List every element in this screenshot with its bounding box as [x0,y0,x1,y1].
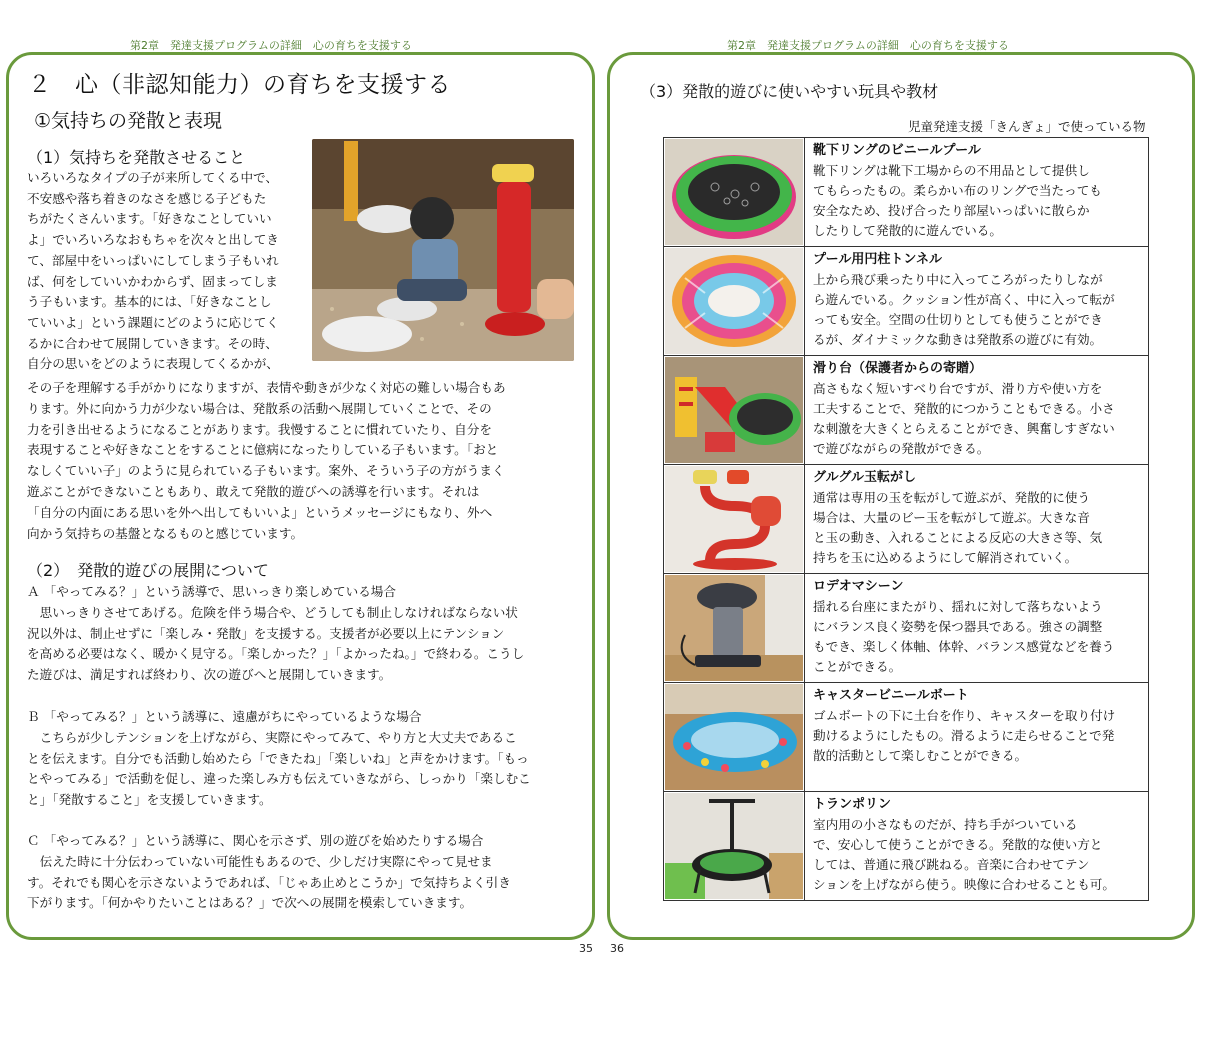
caster-boat-photo [665,684,803,790]
pool-tunnel-photo [665,248,803,354]
item-image-cell [664,574,805,683]
item-title: トランポリン [813,797,892,812]
page-title: ２ 心（非認知能力）の育ちを支援する [28,72,451,98]
table-row [664,574,1149,683]
table-row [664,792,1149,901]
section1-body-wide: その子を理解する手がかりになりますが、表情や動きが少なく対応の難しい場合もあ ります。外に向かう力が少ない場合は、発散系の活動へ展開していくことで、その 力を引き出せるようになることがあります。我慢することに慣れていたり、自分を 表現することや好きなことをすることに億病になったりしている子もいます。「おと なしくていい子」のように見られている子もいます。案外、そういう子の方がうまく 遊ぶことができないこともあり、敢えて発散的遊びへの誘導を行います。それは 「自分の内面にある思いを外へ出してもいいよ」というメッセージにもなり、外へ 向かう気持ちの基盤となるものと感じています。 [27,380,506,541]
table-row [664,356,1149,465]
right-running-header: 第2章 発達支援プログラムの詳細 心の育ちを支援する [727,39,1009,52]
item-text-cell [805,792,1149,901]
left-running-header: 第2章 発達支援プログラムの詳細 心の育ちを支援する [130,39,412,52]
item-title: キャスタービニールボート [813,688,969,703]
table-row [664,247,1149,356]
case-b-text: Ｂ 「やってみる？」という誘導に、遠慮がちにやっているような場合 こちらが少しテンションを上げながら、実際にやってみて、やり方と大丈夫であるこ とを伝えます。自分でも活動し始めたら「できたね」「楽しいね」と声をかけます。「もっ とやってみる」で活動を促し、違った楽しみ方も伝えていきながら、しっかり「楽しむこ と」「発散すること」を支援していきます。 [27,709,531,808]
page-subtitle: ①気持ちの発散と表現 [34,110,223,132]
sock-ring-pool-photo [665,139,803,245]
item-image-cell [664,465,805,574]
section1-body-narrow: いろいろなタイプの子が来所してくる中で、 不安感や落ち着きのなさを感じる子どもた ちがたくさんいます。「好きなことしていい よ」でいろいろなおもちゃを次々と出してき て、部屋中をいっぱいにしてしまう子もいれ ば、何をしていいかわからず、固まってしま う子もいます。基本的には、「好きなことし ていいよ」という課題にどのように応じてく るかに合わせて展開していきます。その時、 自分の思いをどのように表現してくるかが、 [27,170,279,372]
item-image-cell [664,138,805,247]
left-page-number: 35 [579,942,593,955]
table-row [664,683,1149,792]
item-title: ロデオマシーン [813,579,904,594]
toys-heading: （3）発散的遊びに使いやすい玩具や教材 [640,82,939,101]
item-description: ゴムボートの下に土台を作り、キャスターを取り付け 動けるようにしたもの。滑るように走らせることで発 散的活動として楽しむことができる。 [813,708,1116,763]
case-a-text: Ａ 「やってみる？」という誘導で、思いっきり楽しめている場合 思いっきりさせてあげる。危険を伴う場合や、どうしても制止しなければならない状 況以外は、制止せずに「楽しみ・発散」を支援する。支援者が必要以上にテンション を高める必要はなく、暖かく見守る。「楽しかった？」「よかったね。」で終わる。こうし た遊びは、満足すれば終わり、次の遊びへと展開していきます。 [27,584,525,683]
item-image-cell [664,683,805,792]
item-description: 通常は専用の玉を転がして遊ぶが、発散的に使う 場合は、大量のビー玉を転がして遊ぶ。大きな音 と玉の動き、入れることによる反応の大きさ等、気 持ちを玉に込めるようにして解消されていく。 [813,490,1103,565]
section1-heading: （1）気持ちを発散させること [27,148,246,167]
item-description: 靴下リングは靴下工場からの不用品として提供し てもらったもの。柔らかい布のリングで当たっても 安全なため、投げ合ったり部屋いっぱいに散らか したりして発散的に遊んでいる。 [813,163,1102,238]
item-image-cell [664,247,805,356]
child-playing-photo [312,139,574,361]
item-description: 室内用の小さなものだが、持ち手がついている で、安心して使うことができる。発散的な使い方と しては、普通に飛び跳ねる。音楽に合わせてテン ションを上げながら使う。映像に合わせることも可。 [813,817,1115,892]
item-image-cell [664,792,805,901]
right-page-number: 36 [610,942,624,955]
item-title: 靴下リングのビニールプール [813,143,981,158]
item-title: 滑り台（保護者からの寄贈） [813,361,983,376]
item-description: 高さもなく短いすべり台ですが、滑り方や使い方を 工夫することで、発散的につかうこともできる。小さ な刺激を大きくとらえることができ、興奮しすぎない で遊びながらの発散ができる。 [813,381,1115,456]
table-caption: 児童発達支援「きんぎょ」で使っている物 [908,119,1146,134]
item-title: プール用円柱トンネル [813,252,942,267]
item-text-cell [805,138,1149,247]
item-description: 上から飛び乗ったり中に入ってころがったりしなが ら遊んでいる。クッション性が高く、中に入って転が っても安全。空間の仕切りとしても使うことができ るが、ダイナミックな動きは発散系の遊びに有効。 [813,272,1115,347]
item-text-cell [805,574,1149,683]
trampoline-photo [665,793,803,899]
table-row [664,465,1149,574]
marble-run-photo [665,466,803,572]
toys-table [663,137,1149,901]
item-description: 揺れる台座にまたがり、揺れに対して落ちないよう にバランス良く姿勢を保つ器具である。強さの調整 もでき、楽しく体軸、体幹、バランス感覚などを養う ことができる。 [813,599,1115,674]
section2-heading: （2） 発散的遊びの展開について [27,561,269,580]
item-text-cell [805,356,1149,465]
table-row [664,138,1149,247]
item-title: グルグル玉転がし [813,470,916,485]
case-c-text: Ｃ 「やってみる？」という誘導に、関心を示さず、別の遊びを始めたりする場合 伝えた時に十分伝わっていない可能性もあるので、少しだけ実際にやって見せま す。それでも関心を示さないようであれば、「じゃあ止めとこうか」で気持ちよく引き 下がります。「何かやりたいことはある？」で次への展開を模索していきます。 [27,833,511,911]
item-text-cell [805,465,1149,574]
slide-photo [665,357,803,463]
item-text-cell [805,247,1149,356]
rodeo-machine-photo [665,575,803,681]
item-image-cell [664,356,805,465]
item-text-cell [805,683,1149,792]
